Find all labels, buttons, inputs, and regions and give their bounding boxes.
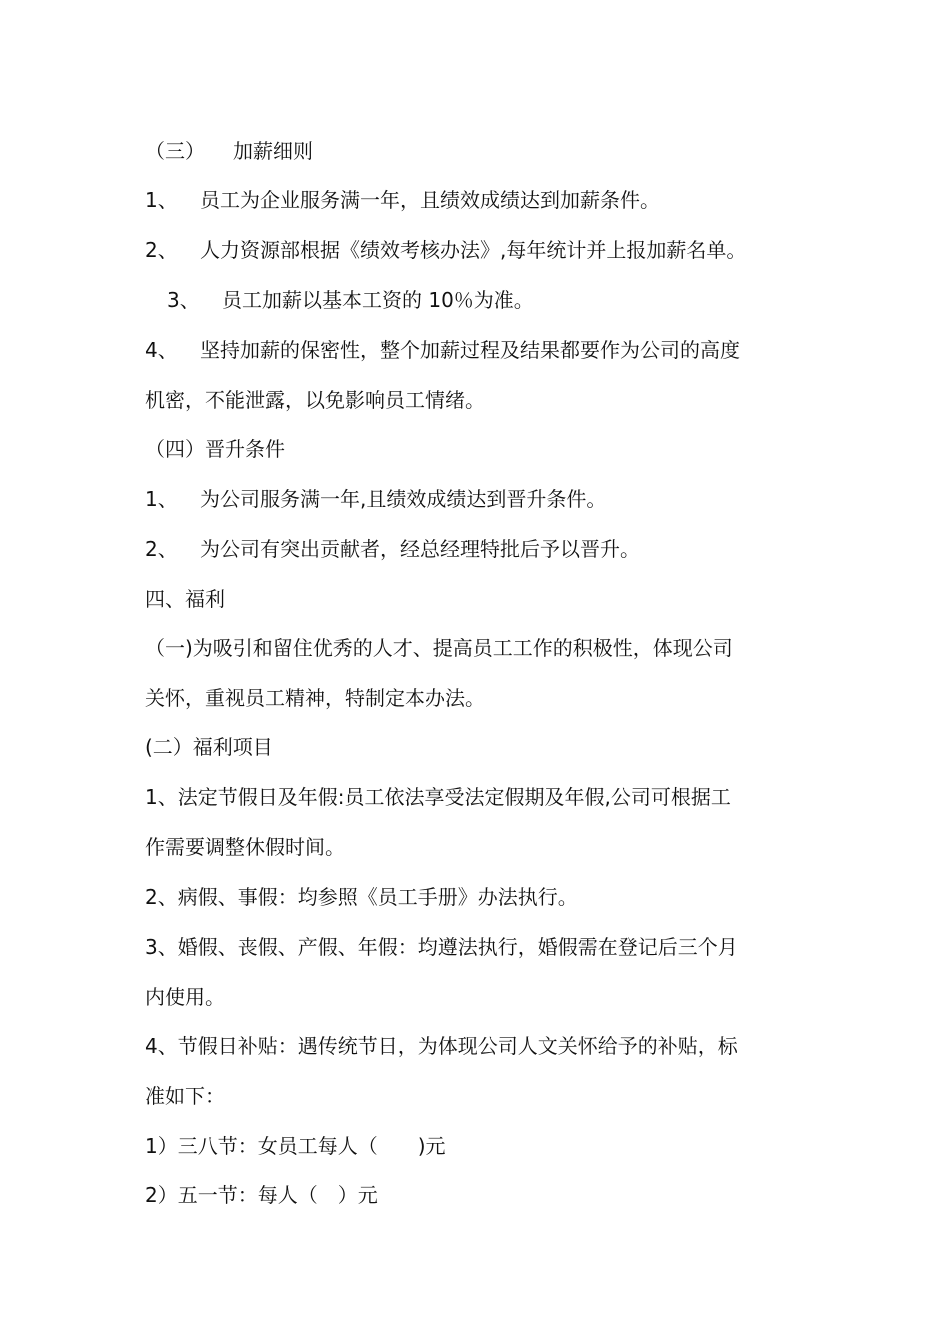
allowance-line: 2）五一节：每人（ ）元 <box>145 1183 378 1207</box>
welfare-purpose-line: 关怀，重视员工精神，特制定本办法。 <box>145 686 485 710</box>
welfare-item-line: 内使用。 <box>145 985 225 1009</box>
list-item <box>167 286 534 314</box>
item-number: 1、 <box>145 188 178 212</box>
welfare-item-line: 准如下： <box>145 1084 225 1108</box>
item-text: 为公司有突出贡献者，经总经理特批后予以晋升。 <box>200 537 640 561</box>
item-text: 员工加薪以基本工资的 10％为准。 <box>222 288 534 312</box>
item-text: 坚持加薪的保密性，整个加薪过程及结果都要作为公司的高度 <box>200 338 740 362</box>
heading-text: 加薪细则 <box>233 139 313 163</box>
welfare-item-line: 2、病假、事假：均参照《员工手册》办法执行。 <box>145 885 578 909</box>
item-number: 4、 <box>145 338 178 362</box>
section-promotion-heading: （四）晋升条件 <box>145 437 285 461</box>
list-item <box>145 336 740 364</box>
item-number: 1、 <box>145 487 178 511</box>
list-item <box>145 186 660 214</box>
item-number: 2、 <box>145 238 178 262</box>
list-item <box>145 485 606 513</box>
section-welfare-heading: 四、福利 <box>145 587 225 611</box>
item-number: 3、 <box>167 288 200 312</box>
item-text: 为公司服务满一年,且绩效成绩达到晋升条件。 <box>200 487 607 511</box>
item-number: 2、 <box>145 537 178 561</box>
welfare-items-heading: (二）福利项目 <box>145 735 273 759</box>
welfare-item-line: 作需要调整休假时间。 <box>145 835 345 859</box>
list-item-continuation: 机密，不能泄露，以免影响员工情绪。 <box>145 388 485 412</box>
list-item <box>145 535 640 563</box>
welfare-item-line: 4、节假日补贴：遇传统节日，为体现公司人文关怀给予的补贴，标 <box>145 1034 738 1058</box>
welfare-purpose-line: （一)为吸引和留住优秀的人才、提高员工工作的积极性，体现公司 <box>145 636 733 660</box>
item-text: 人力资源部根据《绩效考核办法》,每年统计并上报加薪名单。 <box>200 238 747 262</box>
welfare-item-line: 3、婚假、丧假、产假、年假：均遵法执行，婚假需在登记后三个月 <box>145 935 738 959</box>
list-item <box>145 236 746 264</box>
welfare-item-line: 1、法定节假日及年假:员工依法享受法定假期及年假,公司可根据工 <box>145 785 731 809</box>
heading-number: （三） <box>145 139 205 163</box>
allowance-line: 1）三八节：女员工每人（ )元 <box>145 1134 446 1158</box>
section-raise-heading <box>145 137 313 165</box>
item-text: 员工为企业服务满一年，且绩效成绩达到加薪条件。 <box>200 188 660 212</box>
